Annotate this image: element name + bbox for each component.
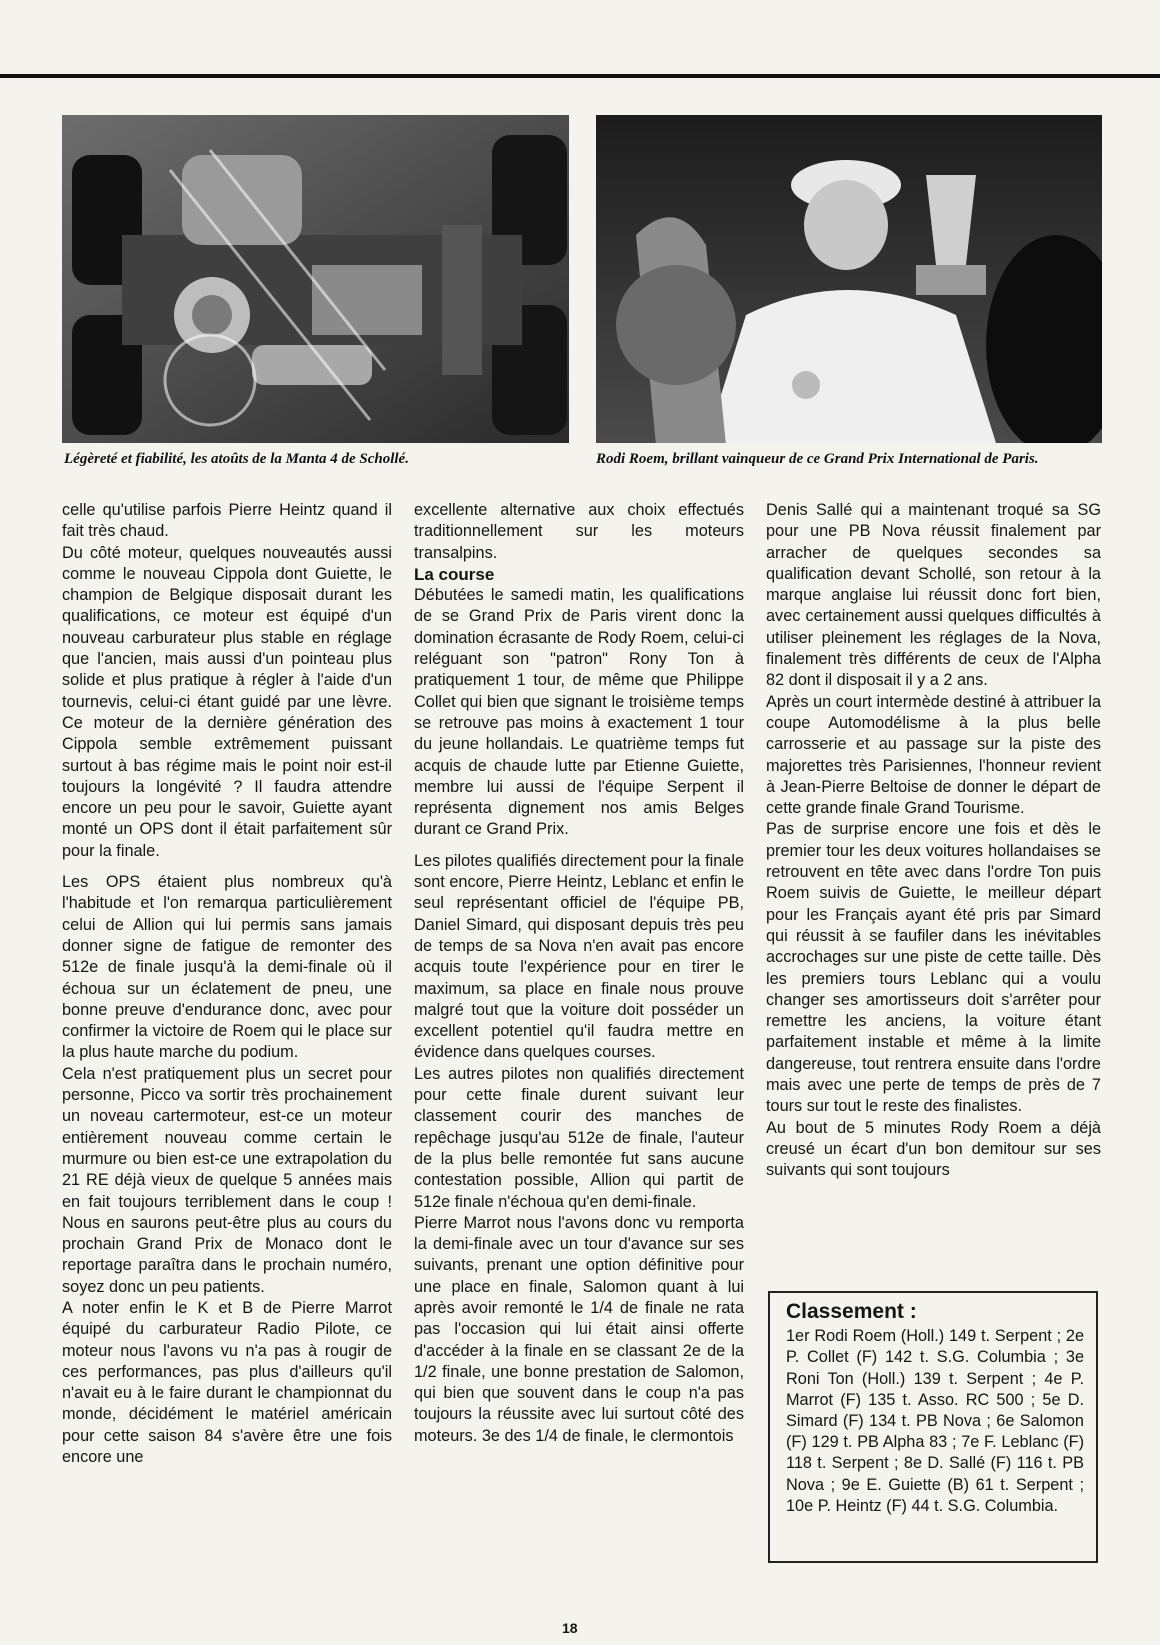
paragraph: Débutées le samedi matin, les qualifications de se Grand Prix de Paris virent donc la domination écrasante de Rody Roem, celui-ci reléguant son "patron" Rony Ton à pratiquement 1 tour, de même que Philippe Collet qui bien que signant le troisième temps se retrouve pas moins à exactement 1 tour du jeune hollandais. Le quatrième temps fut acquis de chaude lutte par Etienne Guiette, membre lui aussi de l'équipe Serpent il représenta dignement nos amis Belges durant ce Grand Prix. bbox=[414, 586, 744, 839]
paragraph: Les pilotes qualifiés directement pour la finale sont encore, Pierre Heintz, Leblanc et enfin le seul représentant officiel de l'équipe PB, Daniel Simard, qui disposant depuis très peu de temps de sa Nova n'en avait pas encore acquis toute l'expérience pour en tirer le maximum, sa place en finale nous prouve malgré tout que la voiture doit posséder un excellent potentiel qu'il faudra mettre en évidence dans quelques courses. bbox=[414, 851, 744, 1062]
winner-with-trophy-image bbox=[596, 115, 1102, 443]
article-column-2 bbox=[414, 500, 744, 1447]
paragraph: Pas de surprise encore une fois et dès le premier tour les deux voitures hollandaises se retrouvent en tête avec dans l'ordre Ton puis Roem suivis de Guiette, le meilleur départ pour les Français ayant été pris par Simard qui réussit à se faufiler dans les inévitables accrochages sur une piste de cette taille. Dès les premiers tours Leblanc qui a voulu changer ses amortisseurs doit s'arrêter pour remettre les anciens, la voiture étant parfaitement instable et même à la limite dangereuse, tout rentrera ensuite dans l'ordre mais avec une perte de temps de près de 7 tours sur tout le reste des finalistes. bbox=[766, 820, 1101, 1116]
rc-car-photo bbox=[62, 115, 569, 443]
paragraph: Cela n'est pratiquement plus un secret pour personne, Picco va sortir très prochainement un noveau cartermoteur, est-ce un moteur entièrement nouveau comme certain le murmure ou bien est-ce une extrapolation du 21 RE déjà vieux de quelque 5 années mais en fait toujours terriblement dans le coup ! Nous en saurons peut-être plus au cours du prochain Grand Prix de Monaco dont le reportage paraîtra dans le prochain numéro, soyez donc un peu patients. bbox=[62, 1064, 392, 1296]
paragraph: Du côté moteur, quelques nouveautés aussi comme le nouveau Cippola dont Guiette, le champion de Belgique disposait durant les qualifications, ce moteur est équipé d'un nouveau carburateur plus stable en réglage que l'ancien, mais aussi d'un pointeau plus solide et plus pratique à régler à l'aide d'un tournevis, celui-ci étant guidé par une lèvre. Ce moteur de la dernière génération des Cippola semble extrêmement puissant surtout à bas régime mais le point noir est-il toujours la longévité ? Il faudra attendre encore un peu pour le savoir, Guiette ayant monté un OPS dont il était parfaitement sûr pour la finale. bbox=[62, 543, 392, 860]
section-heading: La course bbox=[414, 564, 495, 584]
caption-left: Légèreté et fiabilité, les atoûts de la Manta 4 de Schollé. bbox=[64, 451, 409, 467]
paragraph: A noter enfin le K et B de Pierre Marrot équipé du carburateur Radio Pilote, ce moteur nous l'avons vu n'a pas à rougir de ces performances, pas plus d'ailleurs qu'il n'avait eu à le faire durant le championnat du monde, décidément le matériel américain pour cette saison 84 s'avère être une fois encore une bbox=[62, 1298, 392, 1467]
paragraph: Au bout de 5 minutes Rody Roem a déjà creusé un écart d'un bon demitour sur ses suivants qui sont toujours bbox=[766, 1118, 1101, 1180]
classement-box bbox=[768, 1291, 1098, 1563]
paragraph: Les OPS étaient plus nombreux qu'à l'habitude et l'on remarqua particulièrement celui de Allion qui lui permis sans jamais donner signe de fatigue de remonter des 512e de finale jusqu'à la demi-finale où il échoua sur un éclatement de pneu, une bonne preuve d'endurance donc, avec pour confirmer la victoire de Roem qui le place sur la plus haute marche du podium. bbox=[62, 873, 392, 1062]
paragraph: Denis Sallé qui a maintenant troqué sa SG pour une PB Nova réussit finalement par arracher de quelques secondes sa qualification devant Schollé, son retour à la marque anglaise lui réussit donc fort bien, avec certainement aussi quelques difficultés à utiliser pleinement les réglages de la Nova, finalement très différents de ceux de l'Alpha 82 dont il disposait il y a 2 ans. bbox=[766, 501, 1101, 690]
paragraph: Les autres pilotes non qualifiés directement pour cette finale durent suivant leur classement courir des manches de repêchage jusqu'au 512e de finale, l'auteur de la plus belle remontée fut sans aucune contestation possible, Allion qui partit de 512e finale n'échoua qu'en demi-finale. bbox=[414, 1064, 744, 1211]
paragraph: celle qu'utilise parfois Pierre Heintz quand il fait très chaud. bbox=[62, 501, 392, 541]
paragraph: Pierre Marrot nous l'avons donc vu remporta la demi-finale avec un tour d'avance sur ses suivants, prenant une option définitive pour une place en finale, Salomon quant à lui après avoir remonté le 1/4 de finale ne rata pas l'occasion qui lui était ainsi offerte d'accéder à la finale en se classant 2e de la 1/2 finale, une bonne prestation de Salomon, qui bien que souvent dans le coup n'a pas toujours la réussite avec lui surtout côté des moteurs. 3e des 1/4 de finale, le clermontois bbox=[414, 1213, 744, 1445]
top-rule bbox=[0, 74, 1160, 78]
caption-right: Rodi Roem, brillant vainqueur de ce Grand Prix International de Paris. bbox=[596, 451, 1039, 467]
winner-photo bbox=[596, 115, 1102, 443]
classement-title: Classement : bbox=[786, 1300, 917, 1323]
classement-text: 1er Rodi Roem (Holl.) 149 t. Serpent ; 2e P. Collet (F) 142 t. S.G. Columbia ; 3e Roni Ton (Holl.) 139 t. Serpent ; 4e P. Marrot (F) 135 t. Asso. RC 500 ; 5e D. Simard (F) 134 t. PB Nova ; 6e Salomon (F) 129 t. PB Alpha 83 ; 7e F. Leblanc (F) 118 t. Serpent ; 8e D. Sallé (F) 116 t. PB Nova ; 9e E. Guiette (B) 61 t. Serpent ; 10e P. Heintz (F) 44 t. S.G. Columbia. bbox=[786, 1327, 1084, 1515]
article-column-3 bbox=[766, 500, 1101, 1182]
page-number: 18 bbox=[562, 1620, 578, 1636]
paragraph: Après un court intermède destiné à attribuer la coupe Automodélisme à la plus belle carrosserie et au passage sur la piste des majorettes très Parisiennes, l'honneur revient à Jean-Pierre Beltoise de donner le départ de cette grande finale Grand Tourisme. bbox=[766, 692, 1101, 818]
article-column-1 bbox=[62, 500, 392, 1468]
rc-car-chassis-image bbox=[62, 115, 569, 443]
paragraph: excellente alternative aux choix effectués traditionnellement sur les moteurs transalpins. bbox=[414, 501, 744, 562]
